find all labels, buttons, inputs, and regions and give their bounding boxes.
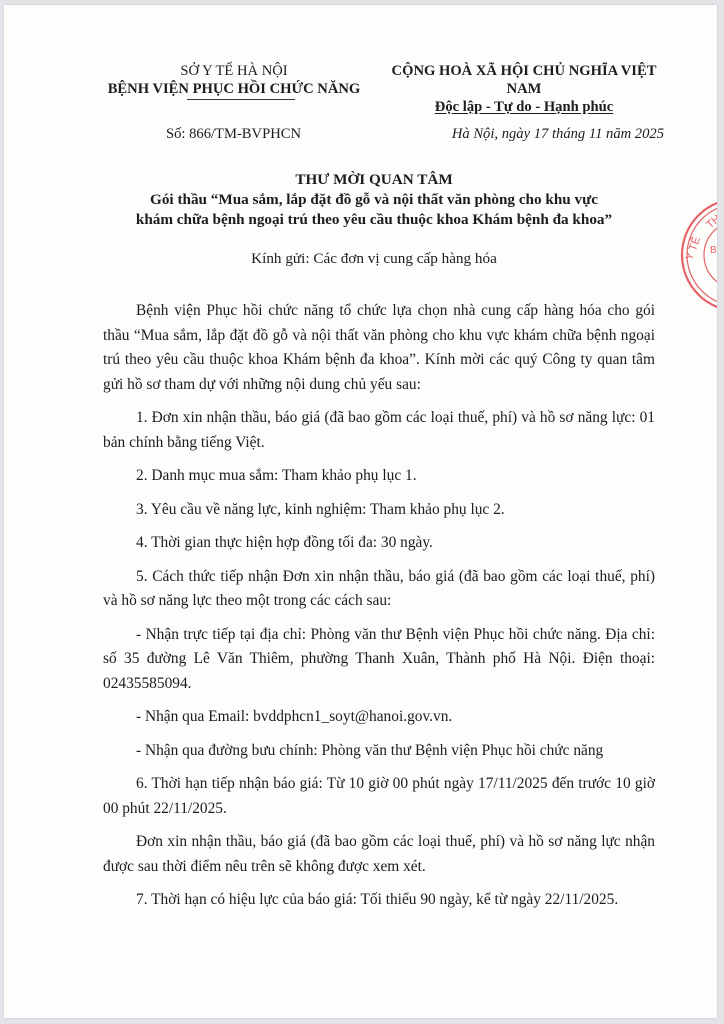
title-main: THƯ MỜI QUAN TÂM [295, 171, 453, 188]
document-date: Hà Nội, ngày 17 tháng 11 năm 2025 [451, 126, 664, 142]
official-seal-stamp [680, 195, 724, 315]
item-7: 7. Thời hạn có hiệu lực của báo giá: Tối thiểu 90 ngày, kể từ ngày 22/11/2025. [136, 891, 619, 908]
note-paragraph: Đơn xin nhận thầu, báo giá (đã bao gồm các loại thuế, phí) và hồ sơ năng lực nhận được sau thời điểm nêu trên sẽ không được xem xét. [103, 833, 655, 875]
document-number: Số: 866/TM-BVPHCN [166, 126, 302, 142]
item-5-direct: - Nhận trực tiếp tại địa chỉ: Phòng văn thư Bệnh viện Phục hồi chức năng. Địa chỉ: số 35 đường Lê Văn Thiêm, phường Thanh Xuân, Thành phố Hà Nội. Điện thoại: 02435585094. [103, 625, 655, 692]
nation-name: CỘNG HOÀ XÃ HỘI CHỦ NGHĨA VIỆT NAM [391, 63, 657, 97]
national-header [374, 62, 674, 116]
item-3: 3. Yêu cầu về năng lực, kinh nghiệm: Tham khảo phụ lục 2. [136, 500, 505, 518]
item-5: 5. Cách thức tiếp nhận Đơn xin nhận thầu, báo giá (đã bao gồm các loại thuế, phí) và hồ sơ năng lực theo một trong các cách sau: [103, 567, 655, 609]
item-6: 6. Thời hạn tiếp nhận báo giá: Từ 10 giờ 00 phút ngày 17/11/2025 đến trước 10 giờ 00 phút 22/11/2025. [103, 775, 655, 817]
national-motto: Độc lập - Tự do - Hạnh phúc [434, 99, 614, 115]
item-2: 2. Danh mục mua sắm: Tham khảo phụ lục 1. [136, 467, 417, 484]
hospital-name: BỆNH VIỆN PHỤC HỒI CHỨC NĂNG [107, 81, 361, 97]
document-title [84, 170, 664, 230]
issuing-organization [94, 62, 374, 100]
letter-body [103, 299, 655, 913]
title-line-1: Gói thầu “Mua sắm, lắp đặt đồ gỗ và nội thất văn phòng cho khu vực [150, 191, 598, 208]
svg-text:TH: TH [704, 212, 724, 232]
document-page [4, 5, 724, 1018]
title-line-2: khám chữa bệnh ngoại trú theo yêu cầu thuộc khoa Khám bệnh đa khoa” [135, 211, 613, 228]
parent-department: SỞ Y TẾ HÀ NỘI [180, 63, 288, 79]
svg-text:B: B [710, 245, 717, 256]
item-4: 4. Thời gian thực hiện hợp đồng tối đa: 30 ngày. [136, 534, 433, 551]
item-5-email: - Nhận qua Email: bvddphcn1_soyt@hanoi.gov.vn. [136, 708, 453, 725]
intro-paragraph: Bệnh viện Phục hồi chức năng tổ chức lựa chọn nhà cung cấp hàng hóa cho gói thầu “Mua sắm, lắp đặt đồ gỗ và nội thất văn phòng cho khu vực khám chữa bệnh ngoại trú theo yêu cầu thuộc khoa Khám bệnh đa khoa”. Kính mời các quý Công ty quan tâm gửi hồ sơ tham dự với những nội dung chủ yếu sau: [103, 302, 655, 393]
item-5-post: - Nhận qua đường bưu chính: Phòng văn thư Bệnh viện Phục hồi chức năng [136, 741, 604, 759]
svg-text:Y TẾ: Y TẾ [683, 235, 704, 263]
recipient-line: Kính gửi: Các đơn vị cung cấp hàng hóa [251, 250, 497, 267]
header-underline [187, 99, 295, 100]
item-1: 1. Đơn xin nhận thầu, báo giá (đã bao gồm các loại thuế, phí) và hồ sơ năng lực: 01 bản chính bằng tiếng Việt. [103, 409, 655, 451]
